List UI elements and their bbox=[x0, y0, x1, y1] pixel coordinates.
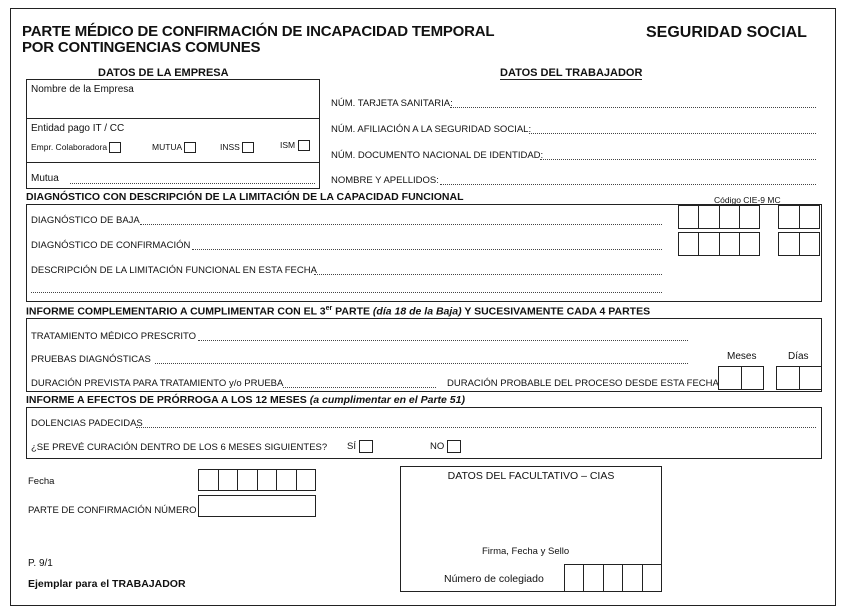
nombre-input[interactable] bbox=[440, 184, 816, 185]
si-checkbox[interactable] bbox=[359, 440, 373, 453]
informe-heading: INFORME COMPLEMENTARIO A CUMPLIMENTAR CON EL 3er PARTE (día 18 de la Baja) Y SUCESIVAMENTE CADA 4 PARTES bbox=[26, 305, 651, 318]
trabajador-heading: DATOS DEL TRABAJADOR bbox=[500, 67, 643, 79]
empresa-heading: DATOS DE LA EMPRESA bbox=[98, 67, 229, 79]
divider bbox=[26, 162, 320, 163]
mutua-label: MUTUA bbox=[152, 142, 182, 152]
dolencias-label: DOLENCIAS PADECIDAS bbox=[31, 418, 143, 429]
duracion-meses-input[interactable] bbox=[718, 366, 764, 390]
parte-num-label: PARTE DE CONFIRMACIÓN NÚMERO bbox=[28, 505, 197, 516]
empresa-nombre-label: Nombre de la Empresa bbox=[31, 84, 134, 95]
dni-input[interactable] bbox=[540, 159, 816, 160]
curacion-label: ¿SE PREVÉ CURACIÓN DENTRO DE LOS 6 MESES SIGUIENTES? bbox=[31, 442, 328, 453]
ism-option[interactable] bbox=[280, 140, 310, 151]
cie-baja-code[interactable] bbox=[678, 205, 760, 229]
no-option[interactable]: NO bbox=[430, 440, 461, 453]
ejemplar-label: Ejemplar para el TRABAJADOR bbox=[28, 578, 186, 590]
si-option[interactable]: SÍ bbox=[347, 440, 373, 453]
duracion-input[interactable] bbox=[283, 387, 436, 388]
colegiado-input[interactable] bbox=[564, 564, 662, 592]
no-checkbox[interactable] bbox=[447, 440, 461, 453]
agency-name: SEGURIDAD SOCIAL bbox=[646, 24, 807, 41]
meses-label: Meses bbox=[727, 351, 757, 362]
cie-confirmacion-suffix[interactable] bbox=[778, 232, 820, 256]
duracion-probable-label: DURACIÓN PROBABLE DEL PROCESO DESDE ESTA FECHA bbox=[447, 378, 719, 389]
dias-label: Días bbox=[788, 351, 809, 362]
mutua-field-label: Mutua bbox=[31, 173, 59, 184]
empresa-box bbox=[26, 79, 320, 189]
ism-label: ISM bbox=[280, 140, 296, 150]
title-line-1: PARTE MÉDICO DE CONFIRMACIÓN DE INCAPACIDAD TEMPORAL bbox=[22, 23, 495, 40]
pruebas-input[interactable] bbox=[155, 363, 688, 364]
descripcion-input[interactable] bbox=[314, 274, 662, 275]
fecha-label: Fecha bbox=[28, 476, 55, 487]
form-code: P. 9/1 bbox=[28, 558, 53, 569]
ism-checkbox[interactable] bbox=[298, 140, 310, 151]
mutua-checkbox[interactable] bbox=[184, 142, 196, 153]
tratamiento-input[interactable] bbox=[198, 340, 688, 341]
codigo-cie-label: Código CIE-9 MC bbox=[714, 195, 781, 205]
afiliacion-label: NÚM. AFILIACIÓN A LA SEGURIDAD SOCIAL: bbox=[331, 124, 532, 135]
inss-option[interactable] bbox=[220, 142, 254, 153]
fecha-input[interactable] bbox=[198, 469, 316, 491]
dni-label: NÚM. DOCUMENTO NACIONAL DE IDENTIDAD: bbox=[331, 150, 544, 161]
form-title bbox=[22, 24, 494, 56]
colaboradora-option[interactable] bbox=[31, 142, 121, 153]
cie-baja-suffix[interactable] bbox=[778, 205, 820, 229]
nombre-label: NOMBRE Y APELLIDOS: bbox=[331, 175, 439, 186]
mutua-input[interactable] bbox=[70, 183, 315, 184]
colaboradora-checkbox[interactable] bbox=[109, 142, 121, 153]
duracion-dias-input[interactable] bbox=[776, 366, 822, 390]
facultativo-title: DATOS DEL FACULTATIVO – CIAS bbox=[447, 470, 615, 482]
inss-checkbox[interactable] bbox=[242, 142, 254, 153]
cie-confirmacion-code[interactable] bbox=[678, 232, 760, 256]
divider bbox=[26, 118, 320, 119]
inss-label: INSS bbox=[220, 142, 240, 152]
diag-confirmacion-label: DIAGNÓSTICO DE CONFIRMACIÓN bbox=[31, 240, 191, 251]
mutua-option[interactable] bbox=[152, 142, 196, 153]
colaboradora-label: Empr. Colaboradora bbox=[31, 142, 108, 152]
diag-confirmacion-input[interactable] bbox=[192, 249, 662, 250]
colegiado-label: Número de colegiado bbox=[444, 573, 544, 585]
dolencias-input[interactable] bbox=[136, 427, 816, 428]
tarjeta-input[interactable] bbox=[450, 107, 816, 108]
diagnostico-heading: DIAGNÓSTICO CON DESCRIPCIÓN DE LA LIMITACIÓN DE LA CAPACIDAD FUNCIONAL bbox=[26, 191, 464, 203]
diag-baja-input[interactable] bbox=[140, 224, 662, 225]
parte-num-input[interactable] bbox=[198, 495, 316, 517]
prorroga-heading: INFORME A EFECTOS DE PRÓRROGA A LOS 12 MESES (a cumplimentar en el Parte 51) bbox=[26, 394, 465, 406]
diag-baja-label: DIAGNÓSTICO DE BAJA bbox=[31, 215, 140, 226]
title-line-2: POR CONTINGENCIAS COMUNES bbox=[22, 39, 261, 56]
tratamiento-label: TRATAMIENTO MÉDICO PRESCRITO bbox=[31, 331, 197, 342]
entidad-label: Entidad pago IT / CC bbox=[31, 123, 125, 134]
tarjeta-label: NÚM. TARJETA SANITARIA: bbox=[331, 98, 453, 109]
afiliacion-input[interactable] bbox=[529, 133, 816, 134]
duracion-label: DURACIÓN PREVISTA PARA TRATAMIENTO y/o PRUEBA bbox=[31, 378, 284, 389]
firma-label: Firma, Fecha y Sello bbox=[482, 546, 570, 557]
descripcion-input-2[interactable] bbox=[31, 292, 662, 293]
descripcion-label: DESCRIPCIÓN DE LA LIMITACIÓN FUNCIONAL EN ESTA FECHA bbox=[31, 265, 317, 276]
pruebas-label: PRUEBAS DIAGNÓSTICAS bbox=[31, 354, 151, 365]
